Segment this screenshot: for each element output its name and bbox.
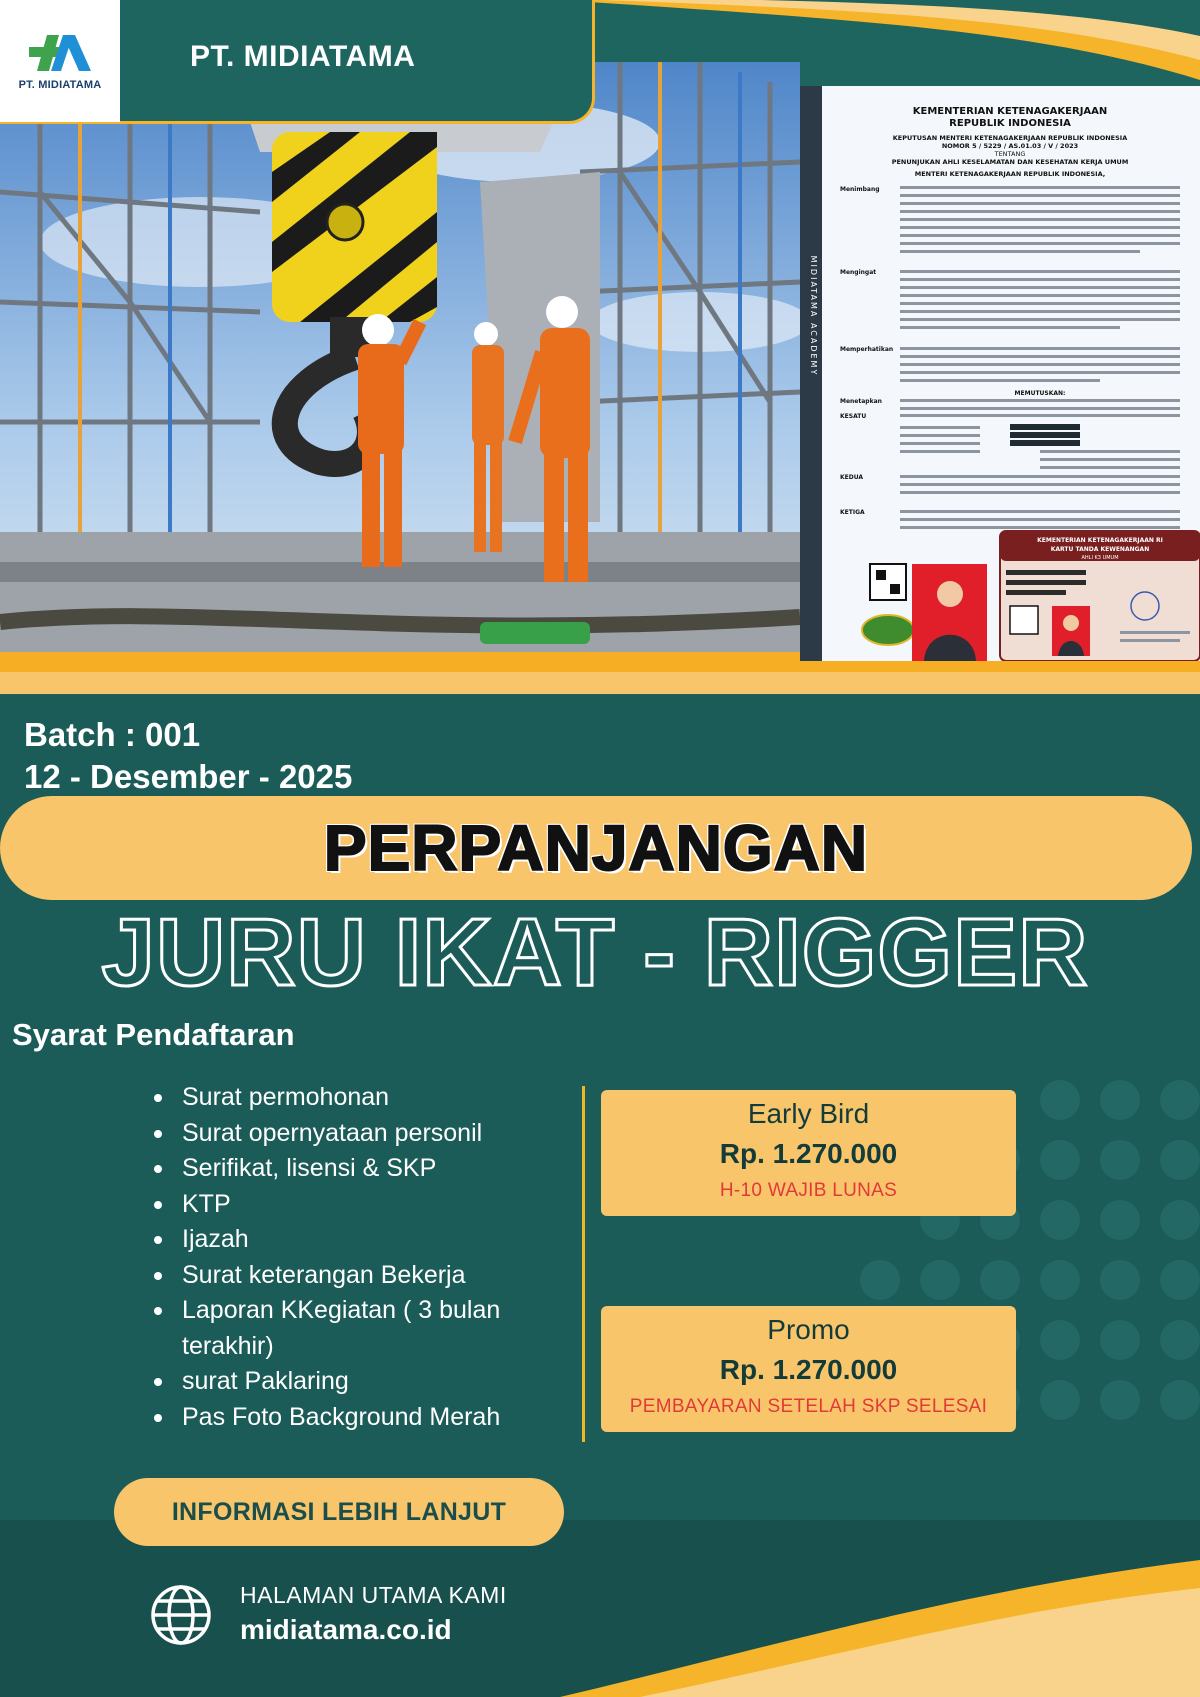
svg-text:NOMOR 5 / 5229 / AS.01.03 / V: NOMOR 5 / 5229 / AS.01.03 / V / 2023	[941, 142, 1079, 150]
logo-mark-icon	[25, 31, 95, 75]
price-card-promo	[601, 1306, 1016, 1432]
vertical-divider	[582, 1086, 585, 1442]
list-item: Surat opernyataan personil	[152, 1116, 572, 1152]
homepage-label: HALAMAN UTAMA KAMI	[240, 1582, 507, 1608]
price-note: PEMBAYARAN SETELAH SKP SELESAI	[629, 1396, 988, 1417]
svg-text:KETIGA: KETIGA	[840, 509, 865, 516]
batch-info	[24, 714, 352, 798]
svg-text:KEPUTUSAN MENTERI KETENAGAKERJ: KEPUTUSAN MENTERI KETENAGAKERJAAN REPUBLIK INDONESIA	[892, 134, 1128, 142]
logo-text: PT. MIDIATAMA	[18, 79, 102, 91]
globe-icon	[150, 1584, 212, 1646]
svg-text:Menetapkan: Menetapkan	[840, 398, 882, 405]
rigging-workers-photo	[0, 62, 800, 652]
svg-text:KEDUA: KEDUA	[840, 474, 864, 481]
dot-pattern-decoration	[680, 1000, 1200, 1520]
list-item: Serifikat, lisensi & SKP	[152, 1151, 572, 1187]
brand-name: PT. MIDIATAMA	[190, 40, 416, 73]
more-info-button[interactable]: INFORMASI LEBIH LANJUT	[114, 1478, 564, 1546]
svg-text:Memperhatikan: Memperhatikan	[840, 346, 894, 353]
svg-text:MENTERI KETENAGAKERJAAN REPUBL: MENTERI KETENAGAKERJAAN REPUBLIK INDONESIA,	[914, 170, 1106, 178]
requirements-heading: Syarat Pendaftaran	[12, 1017, 295, 1052]
price-value: Rp. 1.270.000	[719, 1354, 898, 1385]
main-title: JURU IKAT - RIGGER	[101, 899, 1089, 1006]
svg-text:MIDIATAMA ACADEMY: MIDIATAMA ACADEMY	[809, 255, 818, 377]
list-item: Laporan KKegiatan ( 3 bulan terakhir)	[152, 1293, 572, 1364]
list-item: Ijazah	[152, 1222, 572, 1258]
website-link[interactable]: midiatama.co.id	[240, 1614, 452, 1645]
batch-date: 12 - Desember - 2025	[24, 758, 353, 795]
orange-stripe-light	[0, 672, 1200, 694]
svg-text:KEMENTERIAN KETENAGAKERJAAN RI: KEMENTERIAN KETENAGAKERJAAN RI	[1037, 537, 1163, 544]
price-value: Rp. 1.270.000	[719, 1138, 898, 1169]
svg-text:KARTU TANDA KEWENANGAN: KARTU TANDA KEWENANGAN	[1050, 546, 1150, 553]
price-note: H-10 WAJIB LUNAS	[719, 1180, 898, 1201]
svg-text:REPUBLIK INDONESIA: REPUBLIK INDONESIA	[949, 118, 1071, 129]
list-item: Surat permohonan	[152, 1080, 572, 1116]
svg-text:MEMUTUSKAN:: MEMUTUSKAN:	[1014, 390, 1066, 397]
price-label: Promo	[767, 1314, 850, 1345]
requirements-list	[152, 1080, 572, 1435]
svg-text:AHLI K3 UMUM: AHLI K3 UMUM	[1081, 555, 1119, 561]
svg-text:Menimbang: Menimbang	[840, 186, 880, 193]
company-logo	[0, 0, 120, 122]
header-bar	[0, 0, 595, 124]
svg-text:TENTANG: TENTANG	[994, 150, 1026, 158]
title-banner	[0, 796, 1192, 900]
list-item: surat Paklaring	[152, 1364, 572, 1400]
banner-title: PERPANJANGAN	[323, 812, 869, 884]
svg-text:Mengingat: Mengingat	[840, 269, 877, 276]
list-item: Pas Foto Background Merah	[152, 1400, 572, 1436]
batch-number: Batch : 001	[24, 716, 201, 753]
list-item: KTP	[152, 1187, 572, 1223]
hero-section	[0, 0, 1200, 695]
list-item: Surat keterangan Bekerja	[152, 1258, 572, 1294]
svg-text:KEMENTERIAN KETENAGAKERJAAN: KEMENTERIAN KETENAGAKERJAAN	[912, 106, 1108, 117]
svg-text:KESATU: KESATU	[840, 413, 867, 420]
price-card-early-bird	[601, 1090, 1016, 1216]
price-label: Early Bird	[747, 1098, 870, 1129]
certificate-document-image	[800, 86, 1200, 661]
svg-text:PENUNJUKAN AHLI KESELAMATAN DA: PENUNJUKAN AHLI KESELAMATAN DAN KESEHATAN KERJA UMUM	[891, 158, 1129, 166]
